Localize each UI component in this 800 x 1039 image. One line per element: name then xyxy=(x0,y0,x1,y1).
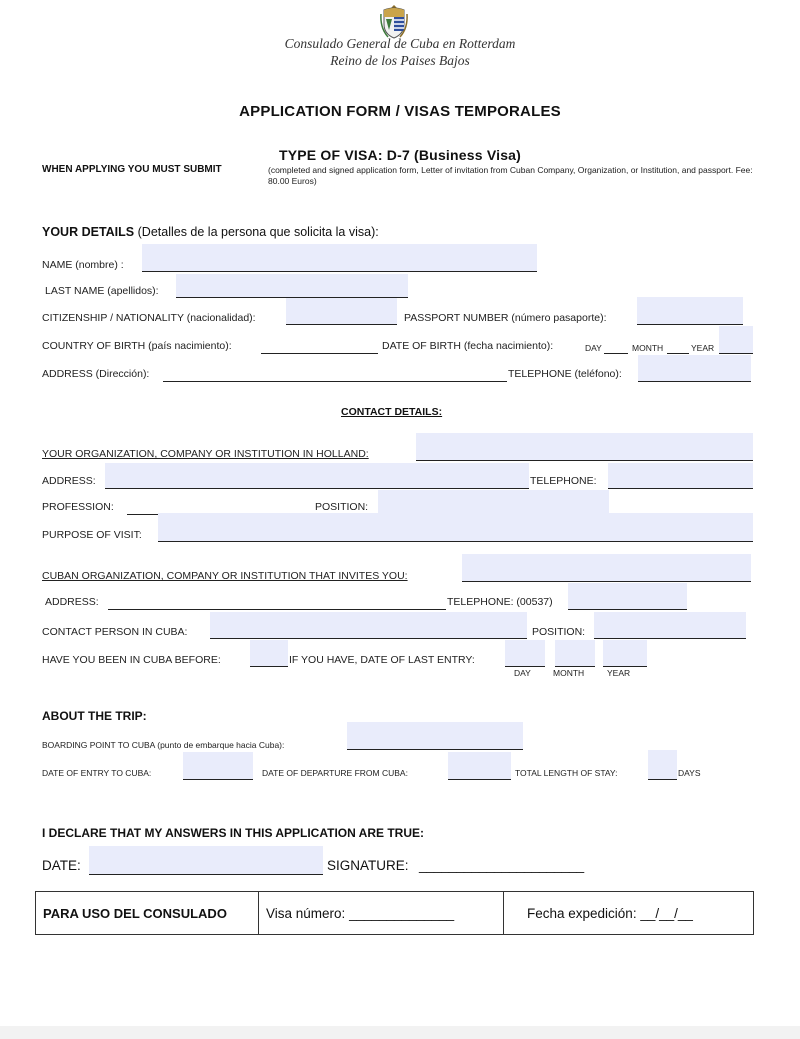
cuban-org-label: CUBAN ORGANIZATION, COMPANY OR INSTITUTION THAT INVITES YOU: xyxy=(42,570,408,582)
last-entry-month-field[interactable] xyxy=(555,640,595,667)
consulate-name: Consulado General de Cuba en Rotterdam xyxy=(284,36,516,51)
contact-details-heading: CONTACT DETAILS: xyxy=(341,406,443,418)
org-telephone-field[interactable] xyxy=(608,463,753,489)
departure-date-label: DATE OF DEPARTURE FROM CUBA: xyxy=(262,768,408,778)
dob-day-field[interactable] xyxy=(604,341,628,354)
last-entry-year-field[interactable] xyxy=(603,640,647,667)
dob-day-label: DAY xyxy=(585,343,602,353)
telephone-label: TELEPHONE (teléfono): xyxy=(508,368,622,380)
org-holland-label: YOUR ORGANIZATION, COMPANY OR INSTITUTION IN HOLLAND: xyxy=(42,448,369,460)
departure-date-field[interactable] xyxy=(448,752,511,780)
coat-of-arms-icon xyxy=(378,4,410,40)
form-title: APPLICATION FORM / VISAS TEMPORALES xyxy=(239,103,561,120)
citizenship-field[interactable] xyxy=(286,298,397,325)
submit-label: WHEN APPLYING YOU MUST SUBMIT xyxy=(42,164,222,175)
been-before-field[interactable] xyxy=(250,640,288,667)
purpose-field[interactable] xyxy=(158,513,753,542)
position-field[interactable] xyxy=(378,490,609,515)
boarding-label: BOARDING POINT TO CUBA (punto de embarque hacia Cuba): xyxy=(42,740,285,750)
cuban-telephone-label: TELEPHONE: (00537) xyxy=(447,596,553,608)
signature-label: SIGNATURE: xyxy=(327,858,409,873)
boarding-field[interactable] xyxy=(347,722,523,750)
contact-position-label: POSITION: xyxy=(532,626,586,638)
last-entry-day-field[interactable] xyxy=(505,640,545,667)
org-holland-field[interactable] xyxy=(416,433,753,461)
days-label: DAYS xyxy=(678,768,701,778)
contact-person-field[interactable] xyxy=(210,612,527,639)
name-label: NAME (nombre) : xyxy=(42,259,124,271)
visa-type: TYPE OF VISA: D-7 (Business Visa) xyxy=(278,147,522,163)
last-entry-month-label: MONTH xyxy=(553,668,585,678)
contact-position-field[interactable] xyxy=(594,612,746,639)
passport-field[interactable] xyxy=(637,297,743,325)
last-name-field[interactable] xyxy=(176,274,408,298)
entry-date-label: DATE OF ENTRY TO CUBA: xyxy=(42,768,152,778)
trip-heading: ABOUT THE TRIP: xyxy=(42,709,147,723)
address-field[interactable] xyxy=(163,367,507,382)
dob-year-label: YEAR xyxy=(691,343,715,353)
cuban-telephone-field[interactable] xyxy=(568,583,687,610)
org-address-label: ADDRESS: xyxy=(42,475,96,487)
submit-note: (completed and signed application form, Letter of invitation from Cuban Company, Organization, or Institution, and passport. Fee: 80.00 Euros) xyxy=(268,165,753,186)
visa-number-line: ______________ xyxy=(349,905,455,921)
country-birth-label: COUNTRY OF BIRTH (país nacimiento): xyxy=(42,340,232,352)
your-details-heading: YOUR DETAILS (Detalles de la persona que solicita la visa): xyxy=(42,225,379,239)
kingdom-name: Reino de los Paises Bajos xyxy=(330,53,470,68)
visa-number-label: Visa número: xyxy=(266,905,346,921)
org-telephone-label: TELEPHONE: xyxy=(530,475,597,487)
visa-number-cell xyxy=(258,892,503,934)
been-before-label: HAVE YOU BEEN IN CUBA BEFORE: xyxy=(42,654,221,666)
passport-label: PASSPORT NUMBER (número pasaporte): xyxy=(404,312,607,324)
dob-year-field[interactable] xyxy=(719,326,753,354)
citizenship-label: CITIZENSHIP / NATIONALITY (nacionalidad): xyxy=(42,312,256,324)
issue-date-label: Fecha expedición: xyxy=(527,905,637,921)
issue-date-line: __/__/__ xyxy=(640,905,693,921)
contact-person-label: CONTACT PERSON IN CUBA: xyxy=(42,626,188,638)
consulate-use-label: PARA USO DEL CONSULADO xyxy=(43,905,227,921)
last-entry-label: IF YOU HAVE, DATE OF LAST ENTRY: xyxy=(289,654,475,666)
declaration-date-field[interactable] xyxy=(89,846,323,875)
country-birth-field[interactable] xyxy=(261,339,378,354)
address-label: ADDRESS (Dirección): xyxy=(42,368,150,380)
page-bottom-edge xyxy=(0,1026,800,1039)
signature-line[interactable]: ______________________ xyxy=(419,858,585,873)
name-field[interactable] xyxy=(142,244,537,272)
stay-length-field[interactable] xyxy=(648,750,677,780)
profession-label: PROFESSION: xyxy=(42,501,114,513)
dob-month-field[interactable] xyxy=(667,341,689,354)
issue-date-cell xyxy=(503,892,753,934)
consulate-use-box xyxy=(35,891,754,935)
declaration-heading: I DECLARE THAT MY ANSWERS IN THIS APPLICATION ARE TRUE: xyxy=(42,826,425,840)
telephone-field[interactable] xyxy=(638,355,751,382)
purpose-label: PURPOSE OF VISIT: xyxy=(42,529,142,541)
declaration-date-label: DATE: xyxy=(42,858,81,873)
last-name-label: LAST NAME (apellidos): xyxy=(45,285,159,297)
dob-label: DATE OF BIRTH (fecha nacimiento): xyxy=(382,340,554,352)
entry-date-field[interactable] xyxy=(183,752,253,780)
last-entry-day-label: DAY xyxy=(514,668,531,678)
cuban-org-field[interactable] xyxy=(462,554,751,582)
stay-length-label: TOTAL LENGTH OF STAY: xyxy=(515,768,618,778)
cuban-address-field[interactable] xyxy=(108,595,446,610)
cuban-address-label: ADDRESS: xyxy=(45,596,99,608)
dob-month-label: MONTH xyxy=(632,343,664,353)
position-label: POSITION: xyxy=(315,501,369,513)
last-entry-year-label: YEAR xyxy=(607,668,631,678)
org-address-field[interactable] xyxy=(105,463,529,489)
